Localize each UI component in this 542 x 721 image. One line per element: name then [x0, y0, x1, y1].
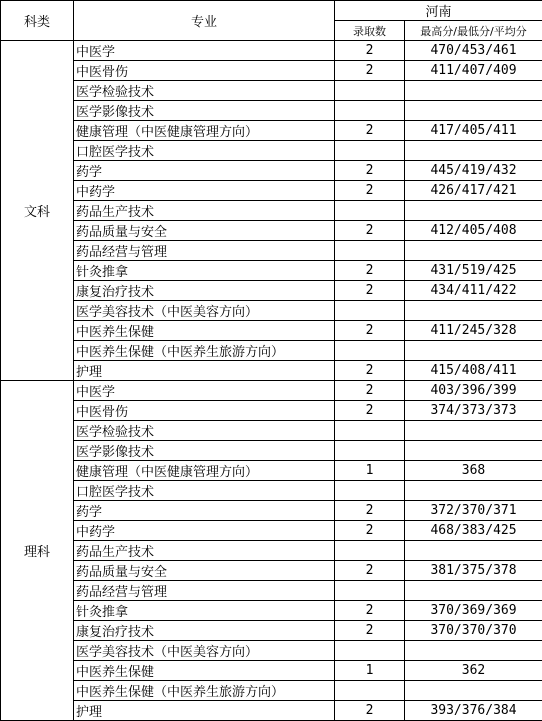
scores-cell: [405, 641, 542, 661]
major-cell: 中医学: [74, 41, 335, 61]
major-cell: 口腔医学技术: [74, 141, 335, 161]
count-cell: 2: [335, 41, 405, 61]
major-cell: 药品质量与安全: [74, 561, 335, 581]
count-cell: 2: [335, 561, 405, 581]
table-row: [1, 381, 542, 401]
scores-cell: [405, 541, 542, 561]
scores-cell: [405, 301, 542, 321]
scores-cell: [405, 481, 542, 501]
scores-cell: [405, 581, 542, 601]
category-header: 科类: [1, 1, 74, 41]
scores-cell: 468/383/425: [405, 521, 542, 541]
count-cell: [335, 81, 405, 101]
count-cell: [335, 301, 405, 321]
major-cell: 中药学: [74, 521, 335, 541]
count-cell: 2: [335, 181, 405, 201]
major-cell: 药品经营与管理: [74, 241, 335, 261]
table-row: [1, 561, 542, 581]
table-row: [1, 421, 542, 441]
table-row: [1, 681, 542, 701]
major-cell: 针灸推拿: [74, 261, 335, 281]
scores-cell: [405, 101, 542, 121]
scores-cell: 411/407/409: [405, 61, 542, 81]
scores-cell: 431/519/425: [405, 261, 542, 281]
count-cell: 2: [335, 281, 405, 301]
major-cell: 医学检验技术: [74, 421, 335, 441]
count-cell: [335, 201, 405, 221]
scores-cell: 372/370/371: [405, 501, 542, 521]
scores-cell: [405, 681, 542, 701]
count-cell: [335, 641, 405, 661]
scores-cell: [405, 81, 542, 101]
major-cell: 护理: [74, 361, 335, 381]
major-cell: 中医养生保健: [74, 321, 335, 341]
count-cell: [335, 141, 405, 161]
count-cell: [335, 441, 405, 461]
count-cell: 2: [335, 401, 405, 421]
table-row: [1, 461, 542, 481]
major-cell: 医学美容技术（中医美容方向）: [74, 641, 335, 661]
table-row: [1, 301, 542, 321]
scores-cell: 417/405/411: [405, 121, 542, 141]
table-row: [1, 621, 542, 641]
scores-cell: 393/376/384: [405, 701, 542, 721]
count-cell: 2: [335, 601, 405, 621]
major-cell: 药学: [74, 161, 335, 181]
table-row: [1, 701, 542, 721]
major-cell: 中医学: [74, 381, 335, 401]
table-row: [1, 241, 542, 261]
scores-cell: [405, 241, 542, 261]
table-row: [1, 61, 542, 81]
count-cell: [335, 681, 405, 701]
scores-cell: 368: [405, 461, 542, 481]
table-row: [1, 261, 542, 281]
count-cell: 2: [335, 221, 405, 241]
count-cell: 2: [335, 321, 405, 341]
count-cell: 2: [335, 701, 405, 721]
table-row: [1, 181, 542, 201]
major-cell: 中医养生保健（中医养生旅游方向）: [74, 341, 335, 361]
count-cell: [335, 101, 405, 121]
scores-cell: 374/373/373: [405, 401, 542, 421]
count-cell: 2: [335, 61, 405, 81]
scores-cell: 445/419/432: [405, 161, 542, 181]
scores-cell: 403/396/399: [405, 381, 542, 401]
table-row: [1, 281, 542, 301]
table-row: [1, 581, 542, 601]
major-cell: 中医骨伤: [74, 61, 335, 81]
table-row: [1, 101, 542, 121]
major-cell: 健康管理（中医健康管理方向）: [74, 121, 335, 141]
count-cell: 2: [335, 361, 405, 381]
table-row: [1, 121, 542, 141]
table-row: [1, 341, 542, 361]
major-cell: 医学检验技术: [74, 81, 335, 101]
major-cell: 中医养生保健: [74, 661, 335, 681]
province-header: 河南: [335, 1, 542, 21]
major-cell: 健康管理（中医健康管理方向）: [74, 461, 335, 481]
major-cell: 针灸推拿: [74, 601, 335, 621]
major-cell: 药品生产技术: [74, 201, 335, 221]
major-cell: 医学影像技术: [74, 101, 335, 121]
table-row: [1, 201, 542, 221]
table-body: [1, 1, 542, 721]
table-row: [1, 661, 542, 681]
major-cell: 口腔医学技术: [74, 481, 335, 501]
table-row: [1, 221, 542, 241]
count-cell: 2: [335, 501, 405, 521]
table-row: [1, 361, 542, 381]
table-row: [1, 321, 542, 341]
table-row: [1, 161, 542, 181]
major-header: 专业: [74, 1, 335, 41]
table-row: [1, 81, 542, 101]
table-row: [1, 401, 542, 421]
major-cell: 中医骨伤: [74, 401, 335, 421]
major-cell: 康复治疗技术: [74, 621, 335, 641]
count-header: 录取数: [335, 21, 405, 41]
count-cell: 2: [335, 121, 405, 141]
major-cell: 康复治疗技术: [74, 281, 335, 301]
table-row: [1, 501, 542, 521]
count-cell: 1: [335, 661, 405, 681]
count-cell: 2: [335, 381, 405, 401]
count-cell: [335, 481, 405, 501]
count-cell: [335, 581, 405, 601]
scores-cell: 362: [405, 661, 542, 681]
category-cell: 文科: [1, 41, 74, 381]
major-cell: 药品生产技术: [74, 541, 335, 561]
scores-cell: 426/417/421: [405, 181, 542, 201]
scores-cell: 415/408/411: [405, 361, 542, 381]
count-cell: 2: [335, 621, 405, 641]
scores-cell: [405, 141, 542, 161]
count-cell: 1: [335, 461, 405, 481]
table-row: [1, 641, 542, 661]
scores-cell: [405, 441, 542, 461]
scores-cell: 370/369/369: [405, 601, 542, 621]
major-cell: 中药学: [74, 181, 335, 201]
scores-cell: [405, 201, 542, 221]
major-cell: 医学影像技术: [74, 441, 335, 461]
scores-cell: 412/405/408: [405, 221, 542, 241]
scores-cell: 470/453/461: [405, 41, 542, 61]
scores-cell: 370/370/370: [405, 621, 542, 641]
header-row-1: [1, 1, 542, 21]
table-row: [1, 481, 542, 501]
scores-cell: [405, 341, 542, 361]
count-cell: [335, 541, 405, 561]
scores-cell: 434/411/422: [405, 281, 542, 301]
major-cell: 医学美容技术（中医美容方向）: [74, 301, 335, 321]
scores-cell: 411/245/328: [405, 321, 542, 341]
scores-cell: 381/375/378: [405, 561, 542, 581]
table-row: [1, 41, 542, 61]
count-cell: [335, 421, 405, 441]
major-cell: 护理: [74, 701, 335, 721]
major-cell: 药品经营与管理: [74, 581, 335, 601]
category-cell: 理科: [1, 381, 74, 721]
table-row: [1, 601, 542, 621]
count-cell: [335, 241, 405, 261]
major-cell: 药学: [74, 501, 335, 521]
scores-cell: [405, 421, 542, 441]
count-cell: 2: [335, 521, 405, 541]
scores-header: 最高分/最低分/平均分: [405, 21, 542, 41]
table-row: [1, 141, 542, 161]
count-cell: [335, 341, 405, 361]
table-row: [1, 541, 542, 561]
table-row: [1, 521, 542, 541]
count-cell: 2: [335, 161, 405, 181]
table-row: [1, 441, 542, 461]
count-cell: 2: [335, 261, 405, 281]
major-cell: 药品质量与安全: [74, 221, 335, 241]
major-cell: 中医养生保健（中医养生旅游方向）: [74, 681, 335, 701]
